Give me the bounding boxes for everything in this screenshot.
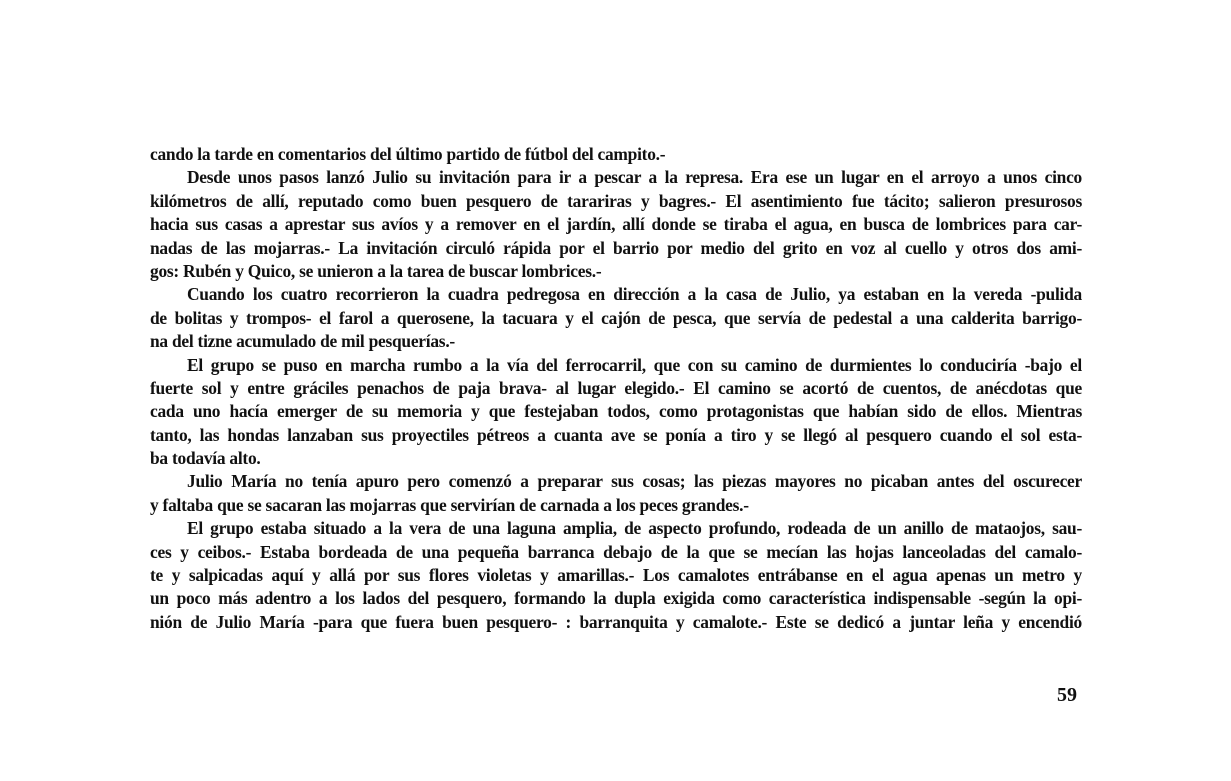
text-line: nadas de las mojarras.- La invitación circuló rápida por el barrio por medio del grito en voz al cuello y otros dos ami- xyxy=(150,237,1082,258)
text-line: y faltaba que se sacaran las mojarras que servirían de carnada a los peces grandes.- xyxy=(150,494,749,515)
text-line: El grupo se puso en marcha rumbo a la vía del ferrocarril, que con su camino de durmientes lo conduciría -bajo el xyxy=(187,354,1082,375)
text-line: hacia sus casas a aprestar sus avíos y a remover en el jardín, allí donde se tiraba el agua, en busca de lombrices para car- xyxy=(150,214,1082,235)
text-line: nión de Julio María -para que fuera buen pesquero- : barranquita y camalote.- Este se dedicó a juntar leña y encendió xyxy=(150,611,1082,632)
text-line: te y salpicadas aquí y allá por sus flores violetas y amarillas.- Los camalotes entrábanse en el agua apenas un metro y xyxy=(150,565,1082,586)
text-line: de bolitas y trompos- el farol a querosene, la tacuara y el cajón de pesca, que servía de pedestal a una calderita barrigo- xyxy=(150,307,1082,328)
text-line: Julio María no tenía apuro pero comenzó a preparar sus cosas; las piezas mayores no picaban antes del oscurecer xyxy=(187,471,1082,492)
text-line: kilómetros de allí, reputado como buen pesquero de tarariras y bagres.- El asentimiento fue tácito; salieron presurosos xyxy=(150,190,1082,211)
text-line: ba todavía alto. xyxy=(150,448,261,469)
body-text xyxy=(150,143,1082,634)
text-line: tanto, las hondas lanzaban sus proyectiles pétreos a cuanta ave se ponía a tiro y se llegó al pesquero cuando el sol esta- xyxy=(150,424,1082,445)
text-line: fuerte sol y entre gráciles penachos de paja brava- al lugar elegido.- El camino se acortó de cuentos, de anécdotas que xyxy=(150,377,1082,398)
text-line: ces y ceibos.- Estaba bordeada de una pequeña barranca debajo de la que se mecían las hojas lanceoladas del camalo- xyxy=(150,541,1082,562)
text-line: cada uno hacía emerger de su memoria y que festejaban todos, como protagonistas que habían sido de ellos. Mientras xyxy=(150,401,1082,422)
text-line: cando la tarde en comentarios del último partido de fútbol del campito.- xyxy=(150,144,666,164)
page-number: 59 xyxy=(1057,684,1077,706)
text-line: Desde unos pasos lanzó Julio su invitación para ir a pescar a la represa. Era ese un lugar en el arroyo a unos cinco xyxy=(187,167,1082,188)
text-line: na del tizne acumulado de mil pesquerías.- xyxy=(150,331,455,352)
text-line: un poco más adentro a los lados del pesquero, formando la dupla exigida como característica indispensable -según la opi- xyxy=(150,588,1082,609)
text-line: El grupo estaba situado a la vera de una laguna amplia, de aspecto profundo, rodeada de un anillo de mataojos, sau- xyxy=(187,518,1082,539)
text-line: Cuando los cuatro recorrieron la cuadra pedregosa en dirección a la casa de Julio, ya estaban en la vereda -pulida xyxy=(187,284,1082,305)
text-line: gos: Rubén y Quico, se unieron a la tarea de buscar lombrices.- xyxy=(150,260,602,281)
